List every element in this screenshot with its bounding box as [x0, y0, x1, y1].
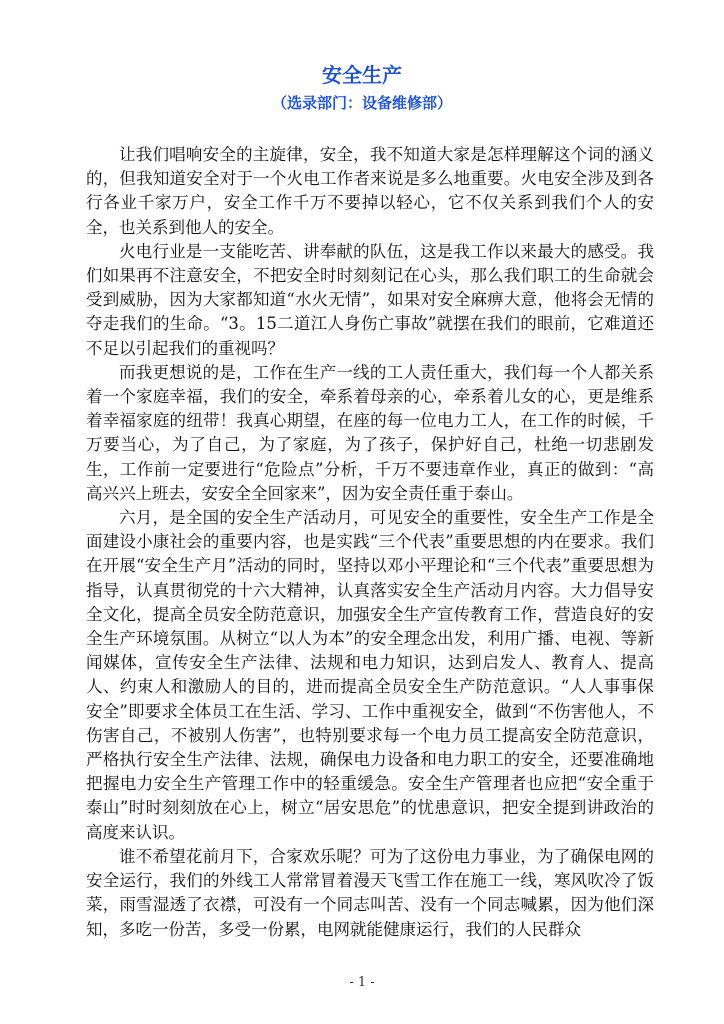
page-number: - 1 -	[349, 975, 375, 990]
body-paragraph: 六月，是全国的安全生产活动月，可见安全的重要性，安全生产工作是全面建设小康社会的重要内容，也是实践“三个代表”重要思想的内在要求。我们在开展“安全生产月”活动的同时，坚持以邓小平理论和“三个代表”重要思想为指导，认真贯彻党的十六大精神，认真落实安全生产活动月内容。大力倡导安全文化，提高全员安全防范意识，加强安全生产宣传教育工作，营造良好的安全生产环境氛围。从树立“以人为本”的安全理念出发，利用广播、电视、等新闻媒体，宣传安全生产法律、法规和电力知识，达到启发人、教育人、提高人、约束人和激励人的目的，进而提高全员安全生产防范意识。“人人事事保安全”即要求全体员工在生活、学习、工作中重视安全，做到“不伤害他人，不伤害自己，不被别人伤害”，也特别要求每一个电力员工提高安全防范意识，严格执行安全生产法律、法规，确保电力设备和电力职工的安全，还要准确地把握电力安全生产管理工作中的轻重缓急。安全生产管理者也应把“安全重于泰山”时时刻刻放在心上，树立“居安思危”的忧患意识，把安全提到讲政治的高度来认识。	[86, 508, 654, 842]
body-paragraph: 而我更想说的是，工作在生产一线的工人责任重大，我们每一个人都关系着一个家庭幸福，我们的安全，牵系着母亲的心，牵系着儿女的心，更是维系着幸福家庭的纽带！我真心期望，在座的每一位电力工人，在工作的时候，千万要当心，为了自己，为了家庭，为了孩子，保护好自己，杜绝一切悲剧发生，工作前一定要进行“危险点”分析，千万不要违章作业，真正的做到：“高高兴兴上班去，安安全全回家来”，因为安全责任重于泰山。	[86, 362, 654, 503]
document-body	[86, 143, 654, 942]
document-subtitle: （选录部门：设备维修部）	[271, 94, 452, 112]
body-paragraph: 火电行业是一支能吃苦、讲奉献的队伍，这是我工作以来最大的感受。我们如果再不注意安全，不把安全时时刻刻记在心头，那么我们职工的生命就会受到威胁，因为大家都知道“水火无情”，如果对安全麻痹大意，他将会无情的夺走我们的生命。“3。15二道江人身伤亡事故”就摆在我们的眼前，它难道还不足以引起我们的重视吗？	[86, 241, 654, 358]
body-paragraph: 让我们唱响安全的主旋律，安全，我不知道大家是怎样理解这个词的涵义的，但我知道安全对于一个火电工作者来说是多么地重要。火电安全涉及到各行各业千家万户，安全工作千万不要掉以轻心，它不仅关系到我们个人的安全，也关系到他人的安全。	[86, 145, 654, 237]
document-title: 安全生产	[322, 63, 402, 87]
body-paragraph: 谁不希望花前月下，合家欢乐呢？可为了这份电力事业，为了确保电网的安全运行，我们的外线工人常常冒着漫天飞雪工作在施工一线，寒风吹冷了饭菜，雨雪湿透了衣襟，可没有一个同志叫苦、没有一个同志喊累，因为他们深知，多吃一份苦，多受一份累，电网就能健康运行，我们的人民群众	[86, 846, 654, 939]
